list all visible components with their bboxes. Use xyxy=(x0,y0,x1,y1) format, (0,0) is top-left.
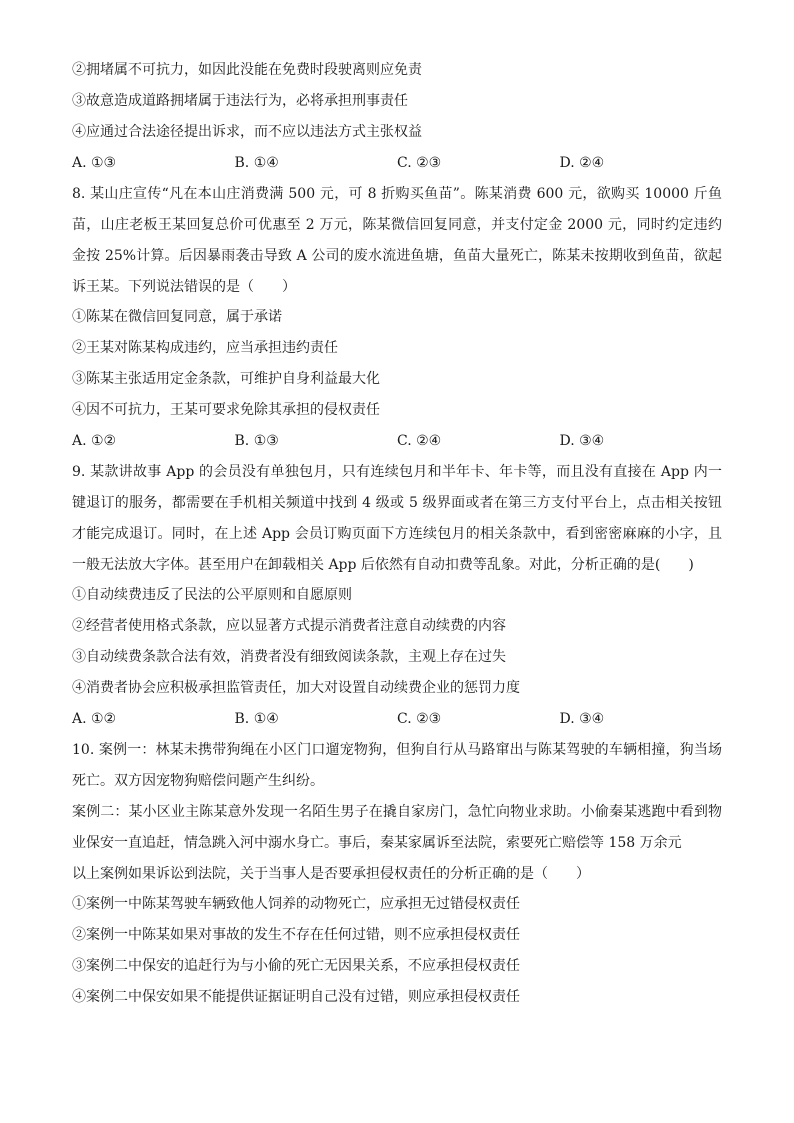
q8-option-b[interactable]: B. ①③ xyxy=(234,433,279,449)
q7-option-b[interactable]: B. ①④ xyxy=(234,155,279,171)
q10-item-3: ③案例二中保安的追赶行为与小偷的死亡无因果关系，不应承担侵权责任 xyxy=(72,958,520,974)
q10-question: 以上案例如果诉讼到法院，关于当事人是否要承担侵权责任的分析正确的是（ ） xyxy=(72,866,590,882)
q10-item-4: ④案例二中保安如果不能提供证据证明自己没有过错，则应承担侵权责任 xyxy=(72,989,520,1005)
q9-option-c[interactable]: C. ②③ xyxy=(397,711,442,727)
q7-item-2: ②拥堵属不可抗力，如因此没能在免费时段驶离则应免责 xyxy=(72,62,422,78)
q10-item-2: ②案例一中陈某如果对事故的发生不存在任何过错，则不应承担侵权责任 xyxy=(72,927,520,943)
q8-item-3: ③陈某主张适用定金条款，可维护自身利益最大化 xyxy=(72,371,380,387)
q7-option-c[interactable]: C. ②③ xyxy=(397,155,442,171)
question-7-continuation xyxy=(72,60,722,184)
q10-item-1: ①案例一中陈某驾驶车辆致他人饲养的动物死亡，应承担无过错侵权责任 xyxy=(72,896,520,912)
q8-option-d[interactable]: D. ③④ xyxy=(559,433,605,449)
q9-item-2: ②经营者使用格式条款，应以显著方式提示消费者注意自动续费的内容 xyxy=(72,618,506,634)
q9-option-d[interactable]: D. ③④ xyxy=(559,711,605,727)
question-10 xyxy=(72,735,722,1018)
q9-item-4: ④消费者协会应积极承担监管责任，加大对设置自动续费企业的惩罚力度 xyxy=(72,680,520,696)
q8-item-2: ②王某对陈某构成违约，应当承担违约责任 xyxy=(72,340,338,356)
q7-item-4: ④应通过合法途径提出诉求，而不应以违法方式主张权益 xyxy=(72,124,422,140)
q8-item-4: ④因不可抗力，王某可要求免除其承担的侵权责任 xyxy=(72,402,380,418)
question-8 xyxy=(72,179,722,462)
q9-item-3: ③自动续费条款合法有效，消费者没有细致阅读条款，主观上存在过失 xyxy=(72,649,506,665)
q10-case-2: 案例二：某小区业主陈某意外发现一名陌生男子在撬自家房门，急忙向物业求助。小偷秦某逃跑中看到物业保安一直追赶，情急跳入河中溺水身亡。事后，秦某家属诉至法院，索要死亡赔偿等 158 万余元 xyxy=(72,804,722,851)
q8-option-a[interactable]: A. ①② xyxy=(72,433,117,449)
q9-stem: 9. 某款讲故事 App 的会员没有单独包月，只有连续包月和半年卡、年卡等，而且没有直接在 App 内一键退订的服务，都需要在手机相关频道中找到 4 级或 5 级界面或者在第三方支付平台上，点击相关按钮才能完成退订。同时，在上述 App 会员订购页面下方连续包月的相关条款中，看到密密麻麻的小字，且一般无法放大字体。甚至用户在卸载相关 App 后依然有自动扣费等乱象。对此，分析正确的是( ) xyxy=(72,464,722,573)
q7-option-d[interactable]: D. ②④ xyxy=(559,155,605,171)
q7-item-3: ③故意造成道路拥堵属于违法行为，必将承担刑事责任 xyxy=(72,93,408,109)
q7-option-a[interactable]: A. ①③ xyxy=(72,155,117,171)
question-9 xyxy=(72,457,722,740)
q9-option-b[interactable]: B. ①④ xyxy=(234,711,279,727)
q9-item-1: ①自动续费违反了民法的公平原则和自愿原则 xyxy=(72,587,352,603)
q8-stem: 8. 某山庄宣传“凡在本山庄消费满 500 元，可 8 折购买鱼苗”。陈某消费 600 元，欲购买 10000 斤鱼苗，山庄老板王某回复总价可优惠至 2 万元，陈某微信回复同意，并支付定金 2000 元，同时约定违约金按 25%计算。后因暴雨袭击导致 A 公司的废水流进鱼塘，鱼苗大量死亡，陈某未按期收到鱼苗，欲起诉王某。下列说法错误的是（ ） xyxy=(72,186,722,295)
q10-case-1: 10. 案例一：林某未携带狗绳在小区门口遛宠物狗，但狗自行从马路窜出与陈某驾驶的车辆相撞，狗当场死亡。双方因宠物狗赔偿问题产生纠纷。 xyxy=(72,742,722,789)
exam-page xyxy=(72,60,722,1018)
q8-option-c[interactable]: C. ②④ xyxy=(397,433,442,449)
q8-item-1: ①陈某在微信回复同意，属于承诺 xyxy=(72,309,282,325)
q9-option-a[interactable]: A. ①② xyxy=(72,711,117,727)
